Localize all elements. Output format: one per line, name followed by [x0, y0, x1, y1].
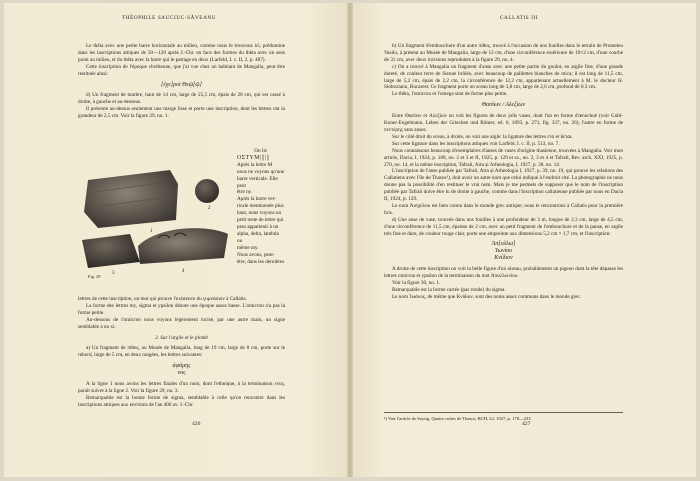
wrap-line: ticale mentionnée plus [237, 203, 284, 210]
paragraph: Voir la figure 30, no. 1. [392, 280, 441, 286]
paragraph: La forme des lettres my, sigma et ypsilon dénote une époque assez basse. L'omicron n'a pas la forme petite. [78, 302, 285, 316]
on-lit-box [237, 148, 285, 265]
paragraph: Le nom Ἰωάνος, de même que Κνίδιον, sont des noms assez communs dans le monde grec. [392, 293, 582, 300]
fig-num-4: 4 [182, 269, 185, 274]
paragraph: A droite de cette inscription on voit la belle figure d'un oiseau, probablement un pigeon dont la tête dépasse les lettres omicron et ypsilon de la terminaison du mot Ἀπολλωνίου. [384, 266, 623, 280]
paragraph: Il présente au-dessus seulement une marge lisse et porte une inscription, dont les lettres ont la grandeur de 2,5 cm. Voir la figure 29, no. 1. [78, 106, 285, 120]
book-spread [4, 3, 696, 477]
section-title: 2. Sur l'argile et le plomb [155, 334, 208, 341]
wrap-line: alpha, delta, lambda ou [237, 230, 279, 244]
book-gutter [347, 3, 353, 477]
fragment-1 [84, 170, 178, 228]
wrap-line: haut, nous voyons un [237, 210, 282, 217]
paragraph: a) Un fragment de πίθος, au Musée de Mangalia, long de 19 cm, large de 8 cm, porte sur le rebord, large de 5 cm, en deux rangées, les lettres suivantes: [78, 345, 285, 359]
paragraph: d) Un fragment de marbre, haut de 14 cm, large de 25,5 cm, épais de 28 cm, qui est cassé à droite, à gauche et au-dessous. [78, 92, 285, 106]
paragraph: Remarquable est la bonne forme de sigma, semblable à celle qu'on rencontre dans les inscriptions attiques aux environs de l'an 400 av. J.-Chr. [78, 394, 285, 408]
left-page [4, 3, 350, 477]
fragment-3 [82, 234, 140, 268]
left-text-top [78, 43, 285, 120]
paragraph: Entre Θασίων et Αλεξίων on voit les figures de deux jolis vases, dont l'un en forme d'œnochoé (voir Guhl-Koner-Engelmann, Leben der Griechen und Römer, ed. 6, 1893, p. 271, fig. 337, no. 26), l'autre en forme de πεντέρης sans anses. [384, 113, 623, 133]
paragraph: A la ligne 1 nous avons les lettres finales d'un nom, dont l'ethnique, à la terminaison ενος, paraît suivre à la ligne 2. Voir la figure 29, no. 3. [78, 381, 285, 394]
left-text-bottom [78, 296, 285, 409]
paragraph: Remarquable est la forme carrée (pas ronde) du sigma. [392, 286, 506, 293]
wrap-line: barre verticale. Elle peut [237, 175, 278, 189]
paragraph: Le thêta avec une petite barre horizontale au milieu, comme nous le trouvons ici, prédomine dans les inscriptions attiques de 50—120 après J.-Chr. en face des formes du thêta avec un sens point au milieu, et du thêta avec la barre qui le partage en deux (Larfeld, I. c. II, 2, p. 487). [78, 43, 285, 63]
page-number-left: 426 [192, 421, 201, 427]
paragraph: Cette inscription de l'époque chrétienne, que j'ai vue chez un habitant de Mangalia, peut être restituée ainsi: [78, 63, 285, 77]
inscription-letters: ΟΣΤΥΜ|||||| [237, 154, 270, 161]
paragraph: Sur le côté droit du sceau, à droite, on voit une aigle: la ligature des lettres ετα et δεται. [392, 133, 573, 140]
wrap-line: Après la barre ver- [237, 196, 276, 203]
running-head-left: THÉOPHILE SAUCIUC-SĂVEANU [122, 15, 217, 21]
fig-num-3: 3 [112, 271, 115, 276]
greek-line: Ἰωνίου [495, 248, 512, 255]
right-page [350, 3, 696, 477]
fragment-2 [195, 179, 219, 203]
paragraph: c) On a trouvé à Mangalia un fragment d'anse avec une petite partie du goulot, en argile fine, d'une grande dureté, de couleur terre de Sienne brûlée, avec beaucoup de paillettes blanches de mica; il est long de 11,5 cm, large de 5,2 cm, épais de 2,2 cm, la circonférence de 12,2 cm, appartenant actuellement à M. le docteur H. Slobozianu, Bucarest. Ce fragment porte un sceau long de 3,8 cm, large de 2,6 cm, profond de 0,3 cm. [384, 63, 623, 91]
fig-num-1: 1 [150, 229, 153, 234]
greek-restitution: [ἐχε]ροὶ Θεῷ[ῷ] [161, 81, 202, 88]
fig-num-2: 2 [208, 206, 211, 211]
figure-caption: Fig. 29 [88, 274, 101, 279]
paragraph: Le nom Ἀισχύλου est bien connu dans le monde grec antique; nous le rencontrons à Callatis pour la première fois. [384, 202, 623, 216]
wrap-line: être ny. [237, 189, 253, 196]
page-number-right: 427 [522, 421, 531, 427]
wrap-line: même my. [237, 244, 259, 251]
paragraph: L'inscription de l'anse publiée par Tafrali, Arta și Arheologia I, 1927, p. 39, no. 19, qui prouve les relations des Callatiens avec l'île de Thasos¹), doit avoir un autre nom que celui indiqué à l'endroit cité. La photographie ne nous donne pas la possibilité d'en restituer le vrai nom. Mais je me permets de supposer que le nom de l'inscription publiée par Tafrali doive être lu de droite à gauche, comme dans l'inscription callatienne publiée par nous en Dacia II, 1924, p. 129. [384, 168, 623, 203]
paragraph: Au-dessous de l'omicron nous voyons légèrement incisé, par une autre main, un signe semblable à un xi. [78, 316, 285, 330]
running-head-right: CALLATIS III [500, 15, 539, 21]
paragraph: Le thêta, l'omicron et l'omega sont de forme plus petite. [392, 91, 508, 98]
wrap-line: être, dans les dernières [237, 258, 285, 265]
footnote: ¹) Voir l'article de Seyrig, Quatre cultes de Thasos, BCH, LI, 1927, p. 178—233. [384, 412, 623, 422]
wrap-line: Nous avons, peut- [237, 251, 275, 258]
greek-line: νος [177, 370, 186, 377]
stamp-heading: Θασίων / Αλεξίων [481, 102, 526, 109]
right-text [384, 43, 623, 301]
figure-29-photo [78, 162, 232, 276]
paragraph: Sur cette ligature dans les inscriptions attiques voir Larfeld, I. c. II, p. 513, no. 7. [392, 140, 560, 147]
paragraph: b) Un fragment d'embouchure d'un autre πίθος, trouvé à l'occasion de nos fouilles dans le terrain de Prometeu Vasilu, à présent au Musée de Mangalia, large de 12 cm, d'une circonférence extérieure de 19×2 cm, d'une courbe de 31 cm, avec deux incisions reproduites à la figure 29, no. 4. [384, 43, 623, 63]
greek-line: ἀφάμης [172, 363, 191, 370]
greek-line: Ἀπ[ολλω] [491, 241, 516, 248]
paragraph: Nous connaissons beaucoup d'exemplaires d'anses de vases d'origine thasienne, trouvées à Mangalia. Voir mon article, Dacia, I, 1924, p. 188, no. 2 et 3 et II, 1925, p. 129 et ss., no. 2, 3 et 4 et Tafrali, Rev. arch. XXI, 1925, p. 270, no. 14, et la même inscription, Tafrali, Arta și Arheologia, I, 1927, p. 38, no. 14. [384, 147, 623, 168]
greek-line: Κνίδιον [494, 255, 513, 262]
wrap-line: Après la lettre M [237, 161, 273, 168]
on-lit-label: On lit: [254, 148, 268, 154]
wrap-line: nous ne voyons qu'une [237, 168, 285, 175]
wrap-line: petit reste de lettre qui [237, 217, 284, 224]
paragraph: lettres de cette inscription, un mot qui prouve l'existence du γυμνάσιον à Callatis. [78, 296, 247, 302]
paragraph: d) Une anse de vase, trouvée dans nos fouilles à une profondeur de 3 m, longue de 2,3 cm, large de 4,5 cm, d'une circonférence de 11,5 cm, épaisse de 2 cm, avec un petit fragment de l'embouchure et de la panse, en argile très fine et dure, de couleur rouge clair, porte une empreinte aux dimensions 5,2 cm × 1,7 cm, et l'inscription: [384, 216, 623, 237]
wrap-line: peut appartenir à un [237, 223, 279, 230]
